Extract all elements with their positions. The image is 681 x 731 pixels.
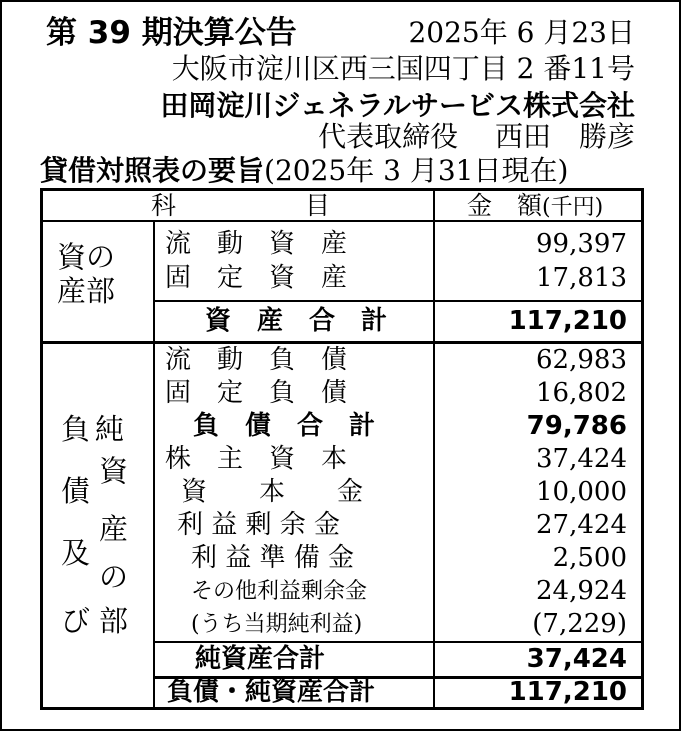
- net-assets-total-row: 純資産合計 37,424: [195, 644, 627, 674]
- assets-section-line-1: 資の: [57, 240, 116, 274]
- table-row: 株 主 資 本 37,424: [165, 444, 627, 474]
- notice-date: 2025年 6 月23日: [408, 16, 635, 49]
- table-row: (うち当期純利益) (7,229): [191, 609, 627, 639]
- table-row: 利 益 剰 余 金 27,424: [177, 510, 627, 540]
- notice-title: 第 39 期決算公告: [46, 15, 297, 51]
- table-row: 流 動 資 産 99,397: [165, 229, 627, 259]
- grand-total-row: 負債・純資産合計 117,210: [167, 677, 627, 707]
- liab-section-right-5: 部: [99, 604, 129, 638]
- column-header-row: [43, 188, 641, 223]
- col-unit: (千円): [542, 195, 604, 220]
- table-row: 利 益 準 備 金 2,500: [191, 543, 627, 573]
- table-row: 固 定 負 債 16,802: [165, 378, 627, 408]
- company-address: 大阪市淀川区西三国四丁目 2 番11号: [171, 52, 635, 85]
- table-row: 流 動 負 債 62,983: [165, 345, 627, 375]
- liabilities-total-row: 負 債 合 計 79,786: [193, 411, 627, 441]
- liab-section-right-4: の: [99, 560, 129, 594]
- as-of-date: (2025年 3 月31日現在): [264, 154, 569, 187]
- balance-sheet-table: [40, 188, 644, 710]
- liab-section-right-2: 資: [99, 454, 129, 488]
- company-name: 田岡淀川ジェネラルサービス株式会社: [160, 89, 635, 122]
- col-amount: [467, 188, 603, 225]
- table-row: その他利益剰余金 24,924: [191, 576, 627, 606]
- summary-label: 貸借対照表の要旨: [40, 154, 265, 187]
- liab-section-left-4: び: [61, 604, 91, 638]
- assets-total-rule: [153, 300, 641, 302]
- balance-sheet-heading: [40, 154, 568, 188]
- liab-section-left-2: 債: [61, 474, 91, 508]
- assets-total-row: 資 産 合 計 117,210: [205, 306, 627, 336]
- representative: 代表取締役 西田 勝彦: [318, 120, 635, 153]
- col-amount-label: 金 額: [467, 191, 543, 220]
- liab-section-left-1: 負: [61, 412, 91, 446]
- table-row: 固 定 資 産 17,813: [165, 263, 627, 293]
- table-row: 資 本 金 10,000: [181, 477, 627, 507]
- liab-section-right-1: 純: [95, 412, 125, 446]
- assets-section-line-2: 産部: [57, 274, 116, 308]
- liab-section-right-3: 産: [99, 512, 129, 546]
- liab-section-left-3: 及: [61, 536, 91, 570]
- col-subject-1: 科: [151, 191, 177, 220]
- col-subject-2: 目: [305, 191, 331, 220]
